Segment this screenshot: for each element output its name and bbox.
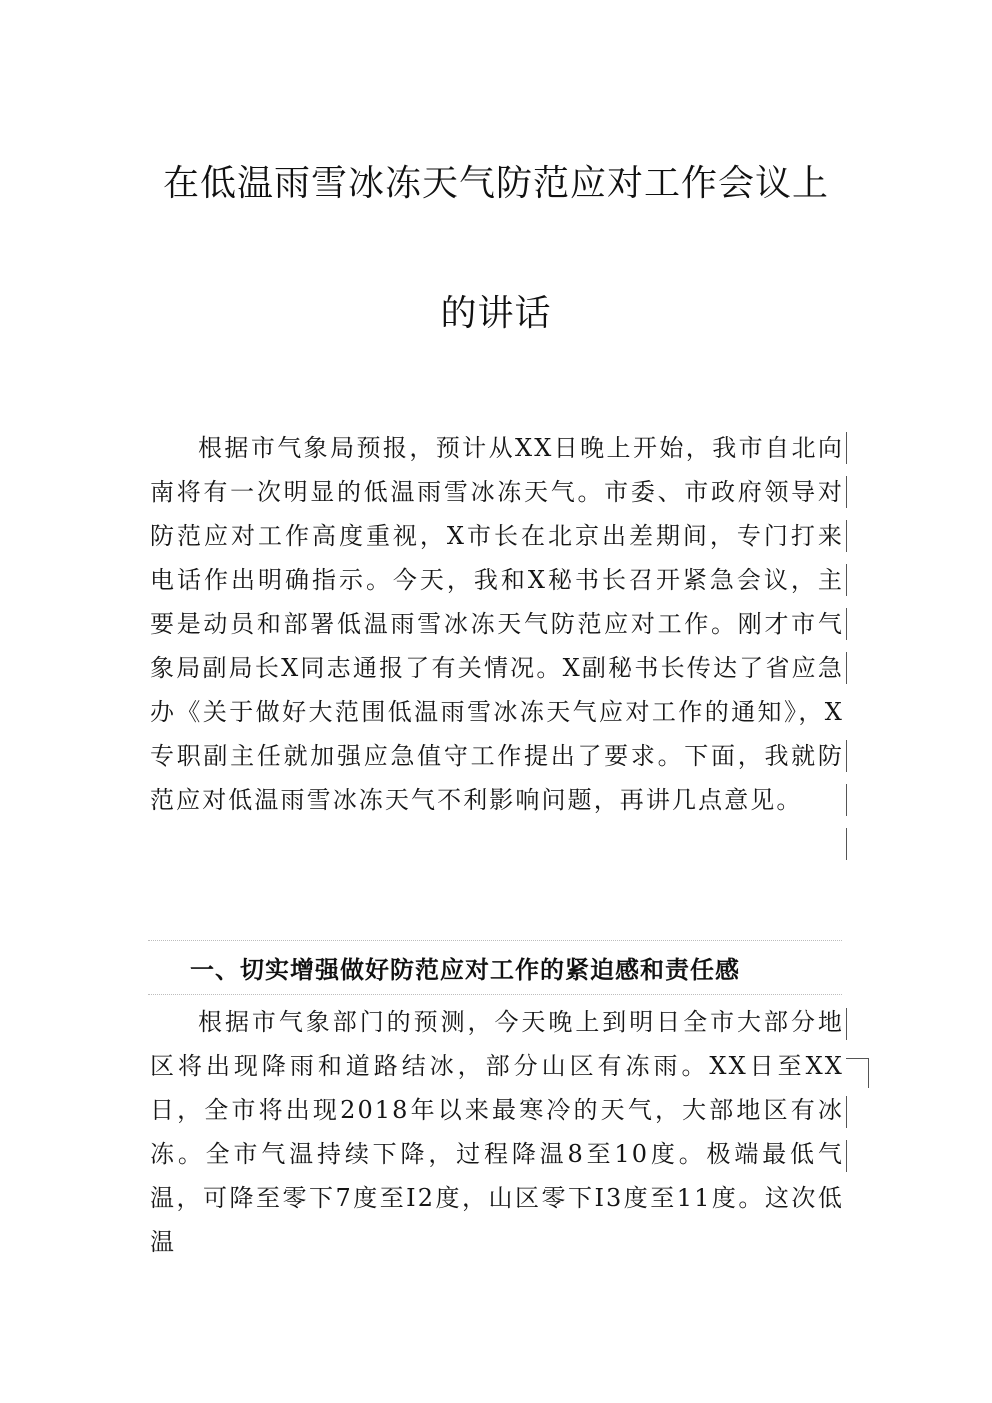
- right-margin-mark: [846, 432, 847, 464]
- right-margin-mark: [846, 652, 847, 684]
- section-1-paragraph: 根据市气象部门的预测，今天晚上到明日全市大部分地区将出现降雨和道路结冰，部分山区有冻雨。XX日至XX日，全市将出现2018年以来最寒冷的天气，大部地区有冰冻。全市气温持续下降，过程降温8至10度。极端最低气温，可降至零下7度至I2度，山区零下I3度至11度。这次低温: [150, 1008, 844, 1256]
- right-margin-mark: [846, 740, 847, 772]
- document-title-line2: 的讲话: [440, 293, 552, 334]
- right-margin-mark: [846, 476, 847, 508]
- right-margin-mark: [846, 520, 847, 552]
- document-title-line1: 在低温雨雪冰冻天气防范应对工作会议上: [162, 163, 829, 204]
- intro-paragraph: 根据市气象局预报，预计从XX日晚上开始，我市自北向南将有一次明显的低温雨雪冰冻天气。市委、市政府领导对防范应对工作高度重视，X市长在北京出差期间，专门打来电话作出明确指示。今天，我和X秘书长召开紧急会议，主要是动员和部署低温雨雪冰冻天气防范应对工作。刚才市气象局副局长X同志通报了有关情况。X副秘书长传达了省应急办《关于做好大范围低温雨雪冰冻天气应对工作的通知》，X专职副主任就加强应急值守工作提出了要求。下面，我就防范应对低温雨雪冰冻天气不利影响问题，再讲几点意见。: [150, 434, 844, 814]
- right-margin-mark: [846, 828, 847, 860]
- section-divider-top: [148, 940, 842, 941]
- right-margin-mark: [846, 1008, 847, 1040]
- right-margin-mark: [846, 564, 847, 596]
- section-divider-bottom: [148, 994, 842, 995]
- section-heading-1: 一、切实增强做好防范应对工作的紧迫感和责任感: [190, 956, 740, 984]
- right-margin-mark: [846, 1140, 847, 1172]
- right-margin-bracket: [846, 1058, 868, 1059]
- right-margin-mark: [846, 608, 847, 640]
- right-margin-mark: [868, 1058, 869, 1088]
- right-margin-mark: [846, 784, 847, 816]
- right-margin-mark: [846, 1096, 847, 1128]
